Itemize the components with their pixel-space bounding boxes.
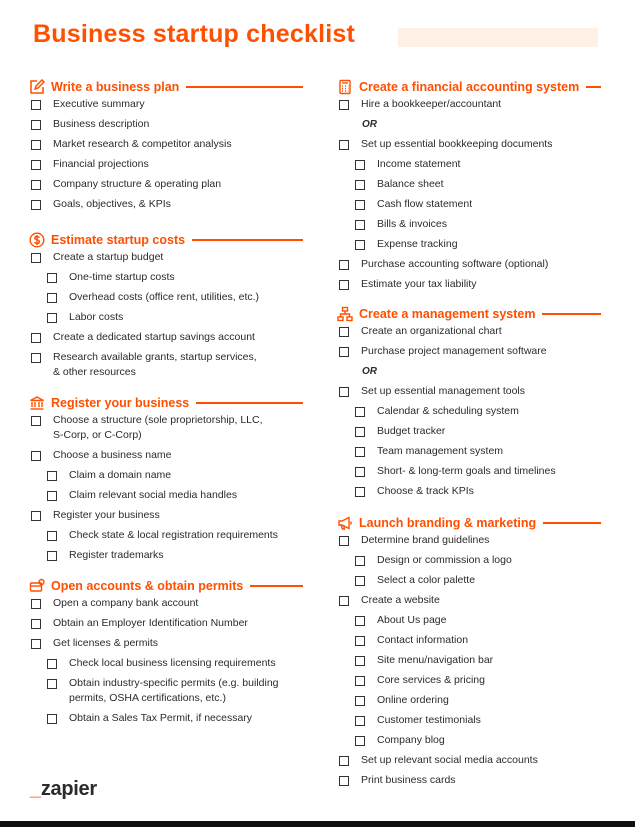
checkbox[interactable] (355, 427, 365, 437)
checkbox[interactable] (355, 716, 365, 726)
checkbox[interactable] (47, 659, 57, 669)
logo-text: zapier (40, 778, 97, 800)
section-divider (192, 239, 303, 240)
calculator-icon (336, 79, 353, 96)
item-label: Company blog (377, 734, 445, 746)
checklist-item (336, 277, 601, 297)
checkbox[interactable] (31, 160, 41, 170)
item-label: Claim relevant social media handles (69, 489, 238, 501)
item-label-line: permits, OSHA certifications, etc.) (69, 692, 226, 704)
item-label-line: S-Corp, or C-Corp) (53, 429, 142, 441)
checkbox[interactable] (355, 576, 365, 586)
checklist-item (28, 250, 303, 270)
item-label: Set up essential management tools (361, 385, 526, 397)
checklist-item (336, 97, 601, 117)
bank-icon (28, 395, 45, 412)
item-label: Determine brand guidelines (361, 534, 490, 546)
item-label: Choose & track KPIs (377, 485, 474, 497)
checklist-item (336, 384, 601, 404)
checkbox[interactable] (31, 511, 41, 521)
section-header (28, 577, 303, 595)
checkbox[interactable] (31, 333, 41, 343)
item-label-line: Choose a structure (sole proprietorship, LLC, (53, 414, 263, 426)
section-header (28, 78, 303, 96)
item-label (53, 350, 257, 380)
item-label: Purchase accounting software (optional) (361, 258, 549, 270)
item-label (69, 676, 279, 706)
item-label: Design or commission a logo (377, 554, 512, 566)
item-label: Open a company bank account (53, 597, 199, 609)
checklist-item (28, 177, 303, 197)
section-register-business (28, 394, 303, 568)
item-label: Estimate your tax liability (361, 278, 477, 290)
page-title: Business startup checklist (33, 20, 355, 48)
checklist-item (336, 533, 601, 553)
checkbox[interactable] (355, 447, 365, 457)
checkbox[interactable] (47, 714, 57, 724)
checklist-item (28, 596, 303, 616)
title-highlight-bar (398, 28, 598, 47)
section-header (336, 78, 601, 96)
checkbox[interactable] (355, 180, 365, 190)
checklist-item (28, 448, 303, 468)
checklist-item (28, 616, 303, 636)
checkbox[interactable] (31, 200, 41, 210)
checkbox[interactable] (47, 313, 57, 323)
checkbox[interactable] (31, 253, 41, 263)
checkbox[interactable] (355, 696, 365, 706)
checkbox[interactable] (355, 636, 365, 646)
checklist-subitem (336, 177, 601, 197)
section-accounts-permits (28, 577, 303, 731)
checkbox[interactable] (355, 676, 365, 686)
item-label: Purchase project management software (361, 345, 547, 357)
checklist-item (28, 97, 303, 117)
checkbox[interactable] (339, 536, 349, 546)
item-label: Goals, objectives, & KPIs (53, 198, 171, 210)
checklist-subitem (336, 237, 601, 257)
org-chart-icon (336, 306, 353, 323)
item-label: Create a dedicated startup savings account (53, 331, 255, 343)
checklist-item (336, 753, 601, 773)
checkbox[interactable] (47, 491, 57, 501)
item-label: Labor costs (69, 311, 124, 323)
item-label: Create a startup budget (53, 251, 164, 263)
item-label: Create an organizational chart (361, 325, 502, 337)
checkbox[interactable] (31, 100, 41, 110)
checkbox[interactable] (355, 407, 365, 417)
item-label: Company structure & operating plan (53, 178, 222, 190)
checklist-item (336, 593, 601, 613)
item-label-line: Obtain industry-specific permits (e.g. building (69, 677, 279, 689)
item-label: Hire a bookkeeper/accountant (361, 98, 502, 110)
item-label: Print business cards (361, 774, 456, 786)
item-label: Claim a domain name (69, 469, 172, 481)
section-divider (542, 313, 601, 314)
checklist-item (28, 330, 303, 350)
checkbox[interactable] (47, 471, 57, 481)
item-label: Cash flow statement (377, 198, 473, 210)
section-header (336, 305, 601, 323)
section-divider (586, 86, 601, 87)
zapier-logo (30, 778, 97, 801)
section-divider (250, 585, 303, 586)
section-header (336, 514, 601, 532)
checkbox[interactable] (31, 619, 41, 629)
checklist-item (336, 257, 601, 277)
or-separator: OR (362, 119, 377, 130)
checklist-item (336, 324, 601, 344)
item-label: About Us page (377, 614, 447, 626)
item-label: Get licenses & permits (53, 637, 159, 649)
section-title: Register your business (51, 396, 190, 410)
item-label: Bills & invoices (377, 218, 448, 230)
checklist-subitem (28, 310, 303, 330)
item-label: Check local business licensing requirements (69, 657, 276, 669)
checkbox[interactable] (339, 387, 349, 397)
checkbox[interactable] (31, 639, 41, 649)
item-label: Core services & pricing (377, 674, 485, 686)
checklist-subitem (28, 711, 303, 731)
checkbox[interactable] (31, 120, 41, 130)
item-label: Balance sheet (377, 178, 444, 190)
checkbox[interactable] (355, 616, 365, 626)
checkbox[interactable] (31, 599, 41, 609)
checkbox[interactable] (355, 556, 365, 566)
checkbox[interactable] (47, 551, 57, 561)
item-label: Overhead costs (office rent, utilities, etc.) (69, 291, 260, 303)
item-label: Market research & competitor analysis (53, 138, 232, 150)
item-label: Obtain a Sales Tax Permit, if necessary (69, 712, 253, 724)
checklist-subitem (336, 613, 601, 633)
section-startup-costs (28, 231, 303, 385)
checkbox[interactable] (339, 776, 349, 786)
checklist-subitem (28, 290, 303, 310)
checkbox[interactable] (355, 200, 365, 210)
checkbox[interactable] (47, 273, 57, 283)
checklist-subitem (336, 217, 601, 237)
checklist-subitem (336, 464, 601, 484)
checklist-subitem (336, 484, 601, 504)
checklist-item (336, 137, 601, 157)
item-label: Online ordering (377, 694, 449, 706)
checklist-subitem (336, 713, 601, 733)
checklist-subitem (28, 468, 303, 488)
or-separator: OR (362, 366, 377, 377)
checklist-subitem (336, 693, 601, 713)
item-label: Calendar & scheduling system (377, 405, 519, 417)
item-label: Financial projections (53, 158, 149, 170)
checkbox[interactable] (47, 531, 57, 541)
checklist-subitem (28, 270, 303, 290)
section-title: Launch branding & marketing (359, 516, 537, 530)
item-label: Short- & long-term goals and timelines (377, 465, 556, 477)
item-label: Team management system (377, 445, 504, 457)
logo-underscore: _ (30, 778, 41, 800)
checklist-subitem (28, 488, 303, 508)
checkbox[interactable] (339, 100, 349, 110)
checkbox[interactable] (339, 280, 349, 290)
item-label: Register trademarks (69, 549, 164, 561)
item-label: Set up essential bookkeeping documents (361, 138, 553, 150)
checklist-subitem (28, 548, 303, 568)
item-label: Set up relevant social media accounts (361, 754, 538, 766)
item-label: Expense tracking (377, 238, 458, 250)
edit-icon (28, 79, 45, 96)
checklist-item (28, 636, 303, 656)
checklist-subitem (336, 444, 601, 464)
bottom-border (0, 821, 635, 827)
checkbox[interactable] (339, 327, 349, 337)
item-label: Budget tracker (377, 425, 446, 437)
checklist-item (336, 344, 601, 364)
checklist-subitem (336, 653, 601, 673)
section-management-system (336, 305, 601, 504)
megaphone-icon (336, 515, 353, 532)
checklist-item (336, 773, 601, 793)
checklist-subitem (336, 553, 601, 573)
checklist-item (28, 350, 303, 380)
dollar-icon (28, 232, 45, 249)
checklist-item (28, 413, 303, 443)
checklist-subitem (336, 197, 601, 217)
section-title: Estimate startup costs (51, 233, 186, 247)
checklist-subitem (336, 673, 601, 693)
checkbox[interactable] (339, 260, 349, 270)
section-header (28, 231, 303, 249)
section-business-plan (28, 78, 303, 217)
card-icon (28, 578, 45, 595)
item-label: Obtain an Employer Identification Number (53, 617, 248, 629)
section-title: Create a management system (359, 307, 536, 321)
checklist-subitem (336, 157, 601, 177)
checkbox[interactable] (47, 679, 57, 689)
section-title: Open accounts & obtain permits (51, 579, 244, 593)
checklist-item (28, 157, 303, 177)
section-financial-accounting (336, 78, 601, 297)
item-label: Select a color palette (377, 574, 476, 586)
section-branding-marketing (336, 514, 601, 793)
item-label: Site menu/navigation bar (377, 654, 494, 666)
item-label: Business description (53, 118, 150, 130)
section-divider (196, 402, 303, 403)
checklist-subitem (336, 424, 601, 444)
checkbox[interactable] (339, 347, 349, 357)
item-label: Create a website (361, 594, 440, 606)
checklist-item (28, 137, 303, 157)
item-label-line: & other resources (53, 366, 136, 378)
checklist-subitem (336, 404, 601, 424)
checklist-subitem (336, 733, 601, 753)
item-label: One-time startup costs (69, 271, 175, 283)
checkbox[interactable] (339, 140, 349, 150)
checkbox[interactable] (31, 180, 41, 190)
checkbox[interactable] (355, 467, 365, 477)
checkbox[interactable] (31, 416, 41, 426)
item-label: Check state & local registration requirements (69, 529, 278, 541)
item-label: Customer testimonials (377, 714, 481, 726)
checkbox[interactable] (47, 293, 57, 303)
checklist-item (28, 117, 303, 137)
section-divider (543, 522, 601, 523)
item-label: Choose a business name (53, 449, 172, 461)
section-header (28, 394, 303, 412)
section-divider (186, 86, 303, 87)
checkbox[interactable] (355, 220, 365, 230)
item-label: Income statement (377, 158, 461, 170)
section-title: Write a business plan (51, 80, 180, 94)
checkbox[interactable] (339, 756, 349, 766)
checkbox[interactable] (355, 656, 365, 666)
checklist-item (28, 508, 303, 528)
checkbox[interactable] (355, 160, 365, 170)
checklist-subitem (336, 633, 601, 653)
section-title: Create a financial accounting system (359, 80, 580, 94)
item-label: Contact information (377, 634, 469, 646)
checklist-subitem (28, 676, 303, 706)
checkbox[interactable] (31, 140, 41, 150)
checkbox[interactable] (355, 240, 365, 250)
checkbox[interactable] (355, 487, 365, 497)
checklist-subitem (336, 573, 601, 593)
item-label-line: Research available grants, startup services, (53, 351, 257, 363)
checkbox[interactable] (355, 736, 365, 746)
item-label (53, 413, 263, 443)
checkbox[interactable] (31, 353, 41, 363)
checklist-subitem (28, 656, 303, 676)
item-label: Executive summary (53, 98, 145, 110)
checklist-item (28, 197, 303, 217)
checklist-subitem (28, 528, 303, 548)
checkbox[interactable] (31, 451, 41, 461)
item-label: Register your business (53, 509, 160, 521)
checkbox[interactable] (339, 596, 349, 606)
